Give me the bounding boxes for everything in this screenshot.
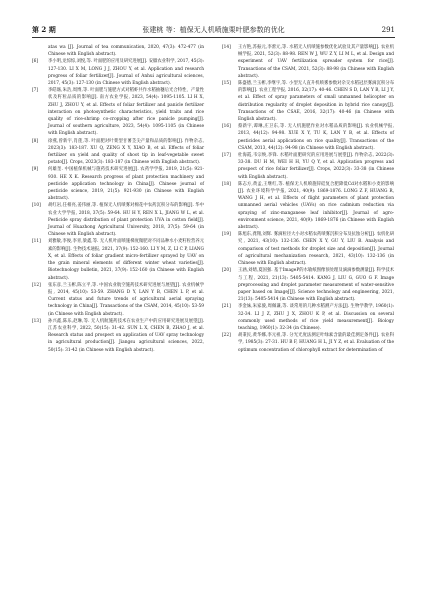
reference-text: 李皓旸,朱浩,周博,等. 叶面肥与施肥方式对稻虾共作水稻抽穗后光合特性、产量性状及籽粒品质的影响[J]. 南方农业学报, 2023, 54(4): 1095-1105. LI H X, ZHU J, ZHOU Y, et al. Effects of foliar fertilizer and panicle fertilizer interaction on photosynthetic characteristics, yield traits and rice quality of rice-shrimp co-cropping after rice panicle pumping[J]. Journal of southern agriculture, 2023, 54(4): 1095-1105 (in Chinese with English abstract).	[48, 88, 204, 137]
reference-continuation: atas wa [J]. Journal of tea communication, 2020, 47(3): 472-477 (in Chinese with English abstract).	[48, 45, 204, 58]
reference-number: [20]	[222, 268, 231, 274]
running-title: 张建桃 等：植保无人机喷施栗叶肥参数的优化	[142, 26, 285, 34]
issue-label: 第 2 期	[32, 25, 56, 34]
reference-number: [17]	[222, 153, 231, 159]
left-column	[32, 44, 204, 354]
reference-item	[32, 238, 204, 281]
reference-item	[222, 44, 394, 80]
reference-item	[222, 181, 394, 231]
reference-text: 王涵,刘婧,夏国强. 基于ImageP的水敏纸图像预处理及滴滴参数测量[J]. 科学技术与工程, 2021, 21(13): 5405-5414. KANG J, LIU G, GUO G F. Image preprocessing and droplet parameter measurement of water-sensitive paper based on ImageJ[J]. Science technology and engineering, 2021, 21(13): 5405-5414 (in Chinese with English abstract).	[238, 268, 394, 303]
reference-number: [18]	[222, 181, 231, 187]
reference-text: 王方艳,苏振元,李蕾元,等. 水稻无人机喷施参数优化试验及其产量影响[J]. 农业机械学报, 2021, 52(3): 88-98. REN W J, WU Z Y, LI M L, et al. Design and experiment of UAV fertilization spreader system for rice[J]. Transactions of the CSAM, 2021, 52(3): 88-98 (in Chinese with English abstract).	[238, 45, 394, 79]
right-column	[222, 44, 394, 354]
reference-item	[222, 123, 394, 152]
reference-text: 李小明,龙惊惊,刘悦,等. 叶面肥的应用及研究进展[J]. 安徽农业科学, 2017, 45(3): 127-130. LI X M, LONG J J, ZHOU Y, et al. Application and research progress of foliar fertilizer[J]. Journal of Anhui agricultural sciences, 2017, 45(3): 127-130 (in Chinese with English abstract).	[48, 59, 204, 87]
reference-number: [10]	[32, 203, 41, 209]
reference-item	[222, 80, 394, 123]
reference-number: [9]	[32, 167, 39, 173]
reference-text: 杜海霞,韦宗焕,李锋. 水稻叶面肥研究的应用进展与展望[J]. 作物杂志, 2022(3): 33-38. DU H M, WEI H H, YU Q Y, et al. Application progress and prospect of rice foliar fertilizer[J]. Crops, 2022(3): 33-38 (in Chinese with English abstract).	[238, 153, 394, 180]
reference-number: [19]	[222, 232, 231, 238]
reference-text: 陈盛德,兰玉彬,李继宇,等. 小型无人直升机喷雾参数对杂交水稻冠层雾滴沉积分布的影响[J]. 农业工程学报, 2016, 32(17): 40-46. CHEN S D, LAN Y B, LI J Y, et al. Effect of spray parameters of small unmanned helicopter on distribution regularity of droplet deposition in hybrid rice canopy[J]. Transactions of the CSAE, 2016, 32(17): 40-46 (in Chinese with English abstract).	[238, 81, 394, 123]
reference-item	[32, 282, 204, 318]
reference-item	[32, 87, 204, 137]
reference-item	[32, 202, 204, 238]
reference-number: [11]	[32, 239, 41, 245]
page-header	[32, 24, 395, 36]
reference-item	[222, 267, 394, 303]
reference-item	[32, 138, 204, 167]
reference-item	[222, 152, 394, 181]
reference-item	[222, 332, 394, 354]
reference-number: [14]	[222, 45, 231, 50]
reference-item	[222, 303, 394, 332]
reference-text: 何雄奎. 中国植保机械与施药技术研究进展[J]. 农药学学报, 2019, 21(5): 921-930. HE X K. Research progress of plant protection machinery and pesticide application technology in China[J]. Chinese journal of pesticide science, 2019, 21(5): 921-930 (in Chinese with English abstract).	[48, 167, 204, 202]
reference-number: [12]	[32, 282, 41, 288]
reference-text: 胡红岩,任相亮,姜伟丽,等. 植保无人机喷雾对棉花中农药沉积分布的影响[J]. 华中农业大学学报, 2018, 37(5): 59-64. HU H Y, REN X L, JIANG W L, et al. Pesticide spray distribution of plant protection UVA in cotton field[J]. Journal of Huazhong Agricultural University, 2018, 37(5): 59-64 (in Chinese with English abstract).	[48, 203, 204, 238]
reference-number: [22]	[222, 333, 231, 339]
reference-item	[222, 231, 394, 267]
reference-text: 陈旭东,龚翔,刘辉. 雾滴粒径大小对水稻农药喷雾沉积分布及抗蚀分析[J]. 农机化研究, 2021, 43(10): 132-136. CHEN X Y, GU Y, LIU B. Analysis and comparison of test methods for droplet size and deposition[J]. Journal of agricultural mechanization research, 2021, 43(10): 132-136 (in Chinese with English abstract).	[238, 232, 394, 267]
reference-text: 李金妹,朱家骏,周佩谦,等. 谈常用的几种水稻测产方法[J]. 生物学教学, 1960(1): 32-34. LI J Z, ZHU J X, ZHOU K P, et al. Discussion on several commonly used methods of rice yield measurement[J]. Biology teaching, 1960(1): 32-34 (in Chinese).	[238, 304, 394, 331]
reference-number: [6]	[32, 59, 39, 65]
reference-number: [8]	[32, 138, 39, 144]
reference-number: [16]	[222, 124, 231, 130]
reference-number: [21]	[222, 304, 231, 310]
header-rule	[32, 37, 395, 38]
reference-text: 陈志方,黄孟,王继红,等. 植保无人机喷施锌硅复合肥降低Cd对水稻和小麦的影响[J]. 农业环境科学学报, 2021, 40(9): 1869-1876. LONG Z F, HUANG R, WANG J H, et al. Effects of flight parameters of plant protection unmanned aerial vehicles (UAVs) on rice cadmium reduction via spraying of zinc-manganese leaf inhibitor[J]. Journal of agro-environment science, 2021, 40(9): 1869-1876 (in Chinese with English abstract).	[238, 181, 394, 231]
reference-text: 蔡新宇,谭琳,庄卫东,等. 无人机施肥作业对水稻品质的影响[J]. 农业机械学报, 2013, 44(12): 94-98. XUE X Y, TU K, LAN Y B, et al. Effects of pesticides aerial applications on rice quality[J]. Transactions of the CSAM, 2013, 44(12): 94-98 (in Chinese with English abstract).	[238, 124, 394, 151]
reference-number: [15]	[222, 81, 231, 87]
reference-number: [13]	[32, 318, 41, 324]
reference-item	[32, 166, 204, 202]
reference-text: 孙兴鑫,陈乐,赵琳,等. 无人机航施药技术在农业生产中的应用研究进展及展望[J]. 江苏农业科学, 2022, 50(15): 31-42. SUN L X, CHEN B, ZHAO J, et al. Research status and prospect on application of UAV spray technology in agricultural production[J]. Jiangsu agricultural sciences, 2022, 50(15): 31-42 (in Chinese with English abstract).	[48, 318, 204, 353]
reference-item	[32, 58, 204, 87]
reference-text: 刘雅敏,李俊,李青,梁鑫,等. 无人机叶面喷施梯度微肥对不同品种水小麦籽粒营养元素的影响[J]. 生物技术通报, 2021, 37(9): 152-160. LI Y M, Z, LI C P, LIANG X, et al. Effects of foliar gradient micro-fertilizer sprayed by UAV on the grain mineral elements of different winter wheat varieties[J]. Biotechnology bulletin, 2021, 37(9): 152-160 (in Chinese with English abstract).	[48, 239, 204, 281]
page-number: 291	[381, 26, 395, 34]
reference-text: 胡秉民,黄华娜,李元祖,等. 分光光度法测定叶绿素含量的最佳测定条件[J]. 农业科学, 1985(3): 27-31. HU B F, HUANG H L, JI Y Z, et al. Evaluation of the optimum concentration of chlorophyll extract for determination of	[238, 333, 394, 353]
reference-text: 张东彦,兰玉彬,陈立平,等. 中国农业航空施药技术研究进展与展望[J]. 农业机械学报, 2014, 45(10): 53-59. ZHANG D Y, LAN Y B, CHEN L P, et al. Current status and future trends of agricultural aerial spraying technology in China[J]. Transactions of the CSAM, 2014, 45(10): 53-59 (in Chinese with English abstract).	[48, 282, 204, 317]
reference-number: [7]	[32, 88, 39, 94]
reference-item	[32, 318, 204, 354]
reference-text: 徐燕,曾新宇,肖莲,等. 叶面肥对叶菜型甘薯茎尖产量和品质的影响[J]. 作物杂志, 2023(3): 183-187. XU Q, ZENG X Y, XIAO B, et al. Effects of foliar fertilizer on yield and quality of shoot tip in leaf-vegetable sweet potato[J]. Crops, 2023(3): 183-187 (in Chinese with English abstract).	[48, 138, 204, 166]
